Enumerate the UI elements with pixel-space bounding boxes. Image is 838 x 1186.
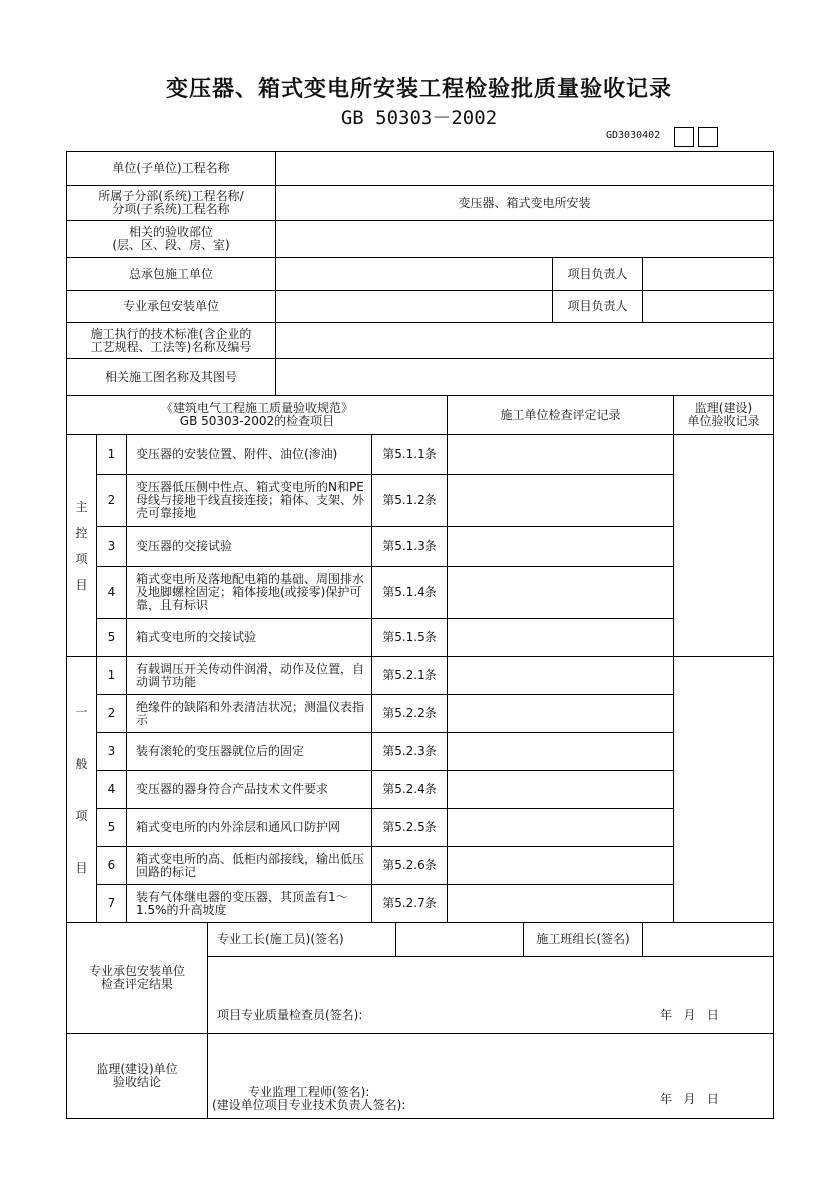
supervisor-record-input-general[interactable] [673,656,774,923]
input-foreman-signature[interactable] [395,922,524,957]
item-text-text: 箱式变电所的高、低柜内部接线，输出低压回路的标记 [136,851,365,879]
item-text-text: 装有滚轮的变压器就位后的固定 [136,744,305,758]
label-unit-project-name [66,151,276,186]
date-label-1: 年 月 日 [660,1008,719,1022]
label-foreman-text: 专业工长(施工员)(签名) [217,932,344,946]
header-supervisor-record-text: 监理(建设) 单位验收记录 [687,401,760,428]
category-main [66,434,97,657]
item-clause [371,846,448,885]
label-drawing-name-text: 相关施工图名称及其图号 [104,369,237,384]
item-clause [371,808,448,847]
item-number-text: 6 [107,858,116,872]
item-text-text: 变压器的器身符合产品技术文件要求 [136,782,329,796]
contractor-result-input[interactable] [207,956,774,1034]
supervisor-conclusion-input[interactable] [207,1033,774,1119]
form-subtitle: GB 50303－2002 [340,107,498,129]
item-text [126,884,372,923]
item-number [96,566,127,619]
label-supervisor-conclusion [66,1033,208,1119]
item-text [126,618,372,657]
category-general [66,656,97,923]
label-technical-standard-text: 施工执行的技术标准(含企业的 工艺规程、工法等)名称及编号 [90,326,252,354]
item-clause-text: 第5.1.5条 [382,630,437,644]
item-text [126,656,372,695]
supervisor-engineer-label: 专业监理工程师(签名): (建设单位项目专业技术负责人签名): [212,1085,406,1112]
header-spec-text: 《建筑电气工程施工质量验收规范》 GB 50303-2002的检查项目 [160,401,353,428]
item-text [126,566,372,619]
input-inspection-location[interactable] [275,220,774,258]
label-project-manager-2-text: 项目负责人 [567,299,628,313]
item-number-text: 7 [107,896,116,910]
item-number-text: 5 [107,630,116,644]
label-specialty-contractor-text: 专业承包安装单位 [122,299,219,313]
item-text-text: 变压器低压侧中性点、箱式变电所的N和PE母线与接地干线直接连接；箱体、支架、外壳可靠接地 [136,480,365,520]
item-clause-text: 第5.1.1条 [382,447,437,461]
form-code-box-1[interactable] [674,127,694,147]
item-number-text: 1 [107,447,116,461]
item-clause [371,526,448,567]
value-sub-project-name-text: 变压器、箱式变电所安装 [458,195,591,210]
item-contractor-record-input[interactable] [447,846,674,885]
label-project-manager-1 [552,257,643,291]
item-number-text: 3 [107,744,116,758]
item-contractor-record-input[interactable] [447,884,674,923]
item-clause-text: 第5.2.6条 [382,858,437,872]
item-clause [371,732,448,771]
category-general-text: 一 般 项 目 [75,704,88,875]
label-inspection-location-text: 相关的验收部位 (层、区、段、房、室) [112,225,230,252]
item-text-text: 装有气体继电器的变压器，其顶盖有1～1.5%的升高坡度 [136,889,348,917]
item-clause [371,884,448,923]
item-text-text: 有载调压开关传动件润滑，动作及位置，自动调节功能 [136,661,365,689]
item-text-text: 箱式变电所的交接试验 [136,630,257,644]
item-contractor-record-input[interactable] [447,618,674,657]
item-number-text: 4 [107,782,116,796]
item-number [96,474,127,527]
item-number [96,656,127,695]
header-spec [66,395,448,435]
label-project-manager-1-text: 项目负责人 [567,266,628,281]
item-text [126,808,372,847]
item-text-text: 变压器的安装位置、附件、油位(渗油) [136,447,338,461]
item-number [96,846,127,885]
input-general-contractor[interactable] [275,257,553,291]
item-contractor-record-input[interactable] [447,770,674,809]
label-drawing-name [66,358,276,396]
item-text-text: 变压器的交接试验 [136,539,233,553]
item-number-text: 1 [107,668,116,682]
input-drawing-name[interactable] [275,358,774,396]
item-contractor-record-input[interactable] [447,434,674,475]
item-number [96,618,127,657]
item-contractor-record-input[interactable] [447,474,674,527]
item-text [126,846,372,885]
quality-inspector-label: 项目专业质量检查员(签名): [217,1008,363,1022]
item-contractor-record-input[interactable] [447,566,674,619]
label-unit-project-name-text: 单位(子单位)工程名称 [112,161,230,175]
label-sub-project-name-text: 所属子分部(系统)工程名称/ 分项(子系统)工程名称 [98,189,244,216]
item-clause [371,656,448,695]
input-team-leader-signature[interactable] [642,922,774,957]
label-inspection-location [66,220,276,258]
label-team-leader-text: 施工班组长(签名) [536,932,630,946]
item-text [126,434,372,475]
item-number-text: 5 [107,820,116,834]
header-contractor-record [447,395,674,435]
item-clause-text: 第5.1.2条 [382,493,437,507]
item-clause-text: 第5.2.4条 [382,782,437,796]
item-text-text: 绝缘件的缺陷和外表清洁状况；测温仪表指示 [136,699,365,727]
item-clause [371,618,448,657]
item-contractor-record-input[interactable] [447,526,674,567]
label-team-leader [523,922,643,957]
label-project-manager-2 [552,290,643,323]
item-number [96,770,127,809]
item-clause [371,770,448,809]
label-specialty-contractor [66,290,276,323]
item-text-text: 箱式变电所及落地配电箱的基础、周围排水及地脚螺栓固定；箱体接地(或接零)保护可靠，且有标识 [136,572,365,612]
label-contractor-result [66,922,208,1034]
item-number [96,694,127,733]
item-number [96,884,127,923]
item-number-text: 2 [107,493,116,507]
label-foreman [207,922,396,957]
item-clause [371,566,448,619]
item-text [126,526,372,567]
item-text [126,732,372,771]
item-number [96,732,127,771]
item-number [96,526,127,567]
form-code: GD3030402 [606,130,661,141]
item-clause-text: 第5.1.3条 [382,539,437,553]
label-supervisor-conclusion-text: 监理(建设)单位 验收结论 [96,1062,178,1089]
label-general-contractor [66,257,276,291]
header-contractor-record-text: 施工单位检查评定记录 [500,407,621,422]
item-contractor-record-input[interactable] [447,694,674,733]
item-clause [371,694,448,733]
item-clause-text: 第5.2.5条 [382,820,437,834]
label-sub-project-name [66,185,276,221]
form-code-box-2[interactable] [698,127,718,147]
header-supervisor-record [673,395,774,435]
item-contractor-record-input[interactable] [447,656,674,695]
item-number-text: 3 [107,539,116,553]
item-contractor-record-input[interactable] [447,808,674,847]
item-clause [371,474,448,527]
label-general-contractor-text: 总承包施工单位 [128,266,213,281]
category-main-text: 主 控 项 目 [75,499,88,592]
value-sub-project-name[interactable] [275,185,774,221]
input-unit-project-name[interactable] [275,151,774,186]
item-text-text: 箱式变电所的内外涂层和通风口防护网 [136,820,341,834]
input-project-manager-2[interactable] [642,290,774,323]
input-specialty-contractor[interactable] [275,290,553,323]
item-number-text: 4 [107,585,116,599]
item-clause-text: 第5.1.4条 [382,585,437,599]
form-title: 变压器、箱式变电所安装工程检验批质量验收记录 [165,77,672,102]
item-clause-text: 第5.2.3条 [382,744,437,758]
item-clause-text: 第5.2.2条 [382,706,437,720]
input-technical-standard[interactable] [275,322,774,359]
supervisor-record-input-main[interactable] [673,434,774,657]
item-contractor-record-input[interactable] [447,732,674,771]
input-project-manager-1[interactable] [642,257,774,291]
item-clause [371,434,448,475]
item-text [126,770,372,809]
item-number [96,434,127,475]
item-number [96,808,127,847]
item-text [126,694,372,733]
label-contractor-result-text: 专业承包安装单位 检查评定结果 [88,964,185,991]
item-text [126,474,372,527]
date-label-2: 年 月 日 [660,1092,719,1106]
item-clause-text: 第5.2.1条 [382,668,437,682]
item-number-text: 2 [107,706,116,720]
item-clause-text: 第5.2.7条 [382,896,437,910]
label-technical-standard [66,322,276,359]
